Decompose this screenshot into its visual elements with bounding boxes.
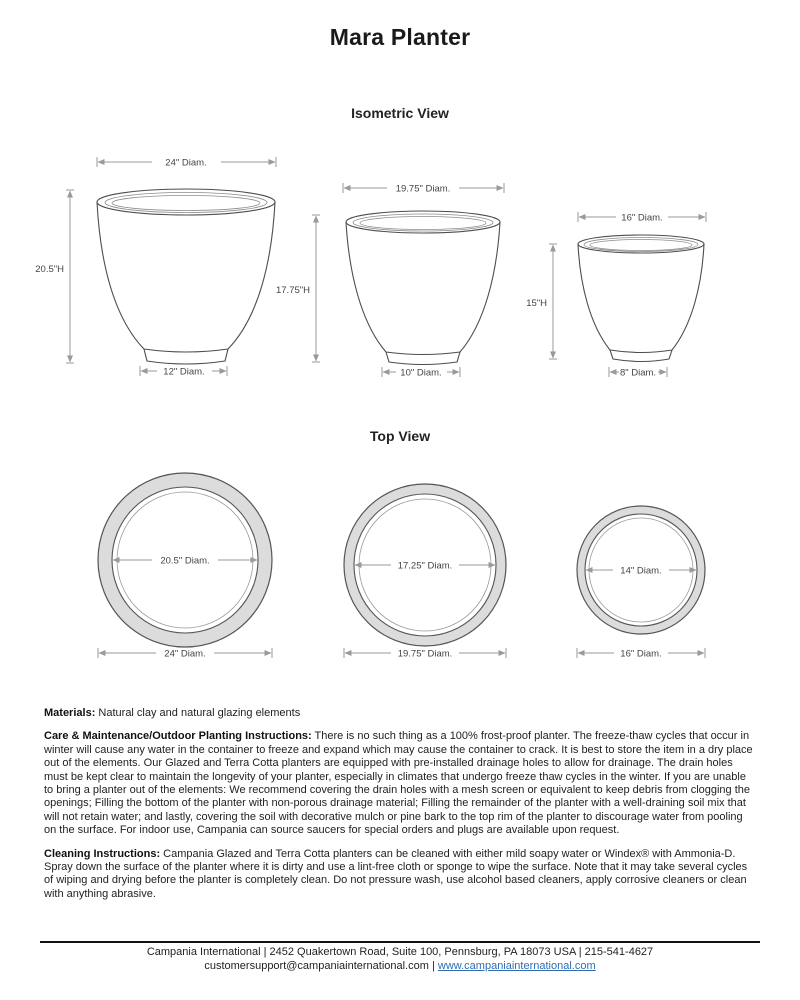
dimension-label-inner-diam: 20.5" Diam. [160, 555, 210, 567]
dimension-label-top-diam: 19.75" Diam. [395, 183, 451, 195]
dimension-label-bottom-diam: 12" Diam. [163, 366, 205, 378]
materials-text: Natural clay and natural glazing elements [95, 707, 301, 719]
instructions-text-block [44, 707, 756, 911]
footer-email: customersupport@campaniainternational.com [204, 959, 429, 972]
dimension-label-outer-diam: 24" Diam. [164, 648, 206, 660]
dimension-label-top-diam: 16" Diam. [621, 212, 663, 224]
dimension-label-inner-diam: 17.25" Diam. [397, 560, 453, 572]
materials-label: Materials: [44, 707, 96, 719]
isometric-view-heading: Isometric View [351, 105, 449, 121]
care-label: Care & Maintenance/Outdoor Planting Instructions: [44, 730, 312, 743]
footer [0, 946, 800, 973]
dimension-label-height: 20.5"H [35, 264, 64, 275]
cleaning-label: Cleaning Instructions: [44, 847, 161, 860]
dimension-label-top-diam: 24" Diam. [165, 157, 207, 169]
top-view-heading: Top View [369, 428, 431, 444]
planter-medium-drawing [276, 183, 504, 379]
care-text: There is no such thing as a 100% frost-proof planter. The freeze-thaw cycles that occur in winter will cause any water in the container to freeze and expand which may cause the container to crack. It is best to store the item in a dry place out of the elements. Our Glazed and Terra Cotta planters are equipped with pre-installed drainage holes to allow for drainage. The drain holes must be kept clear to maintain the longevity of your planter, especially in climates that undergo freeze thaw cycles in the winter. If you are unable to bring a planter out of the elements: We recommend covering the drain holes with a mesh screen or equivalent to keep debris from clogging the openings; Filling the bottom of the planter with non-porous drainage material; Filling the remainder of the planter with a well-draining soil mix that will not retain water; and lastly, covering the soil with decorative mulch or pine bark to the top rim of the planter to discourage water from pooling on the surface. For indoor use, Campania can source saucers for special orders and plugs are available upon request. [44, 730, 753, 837]
isometric-view-drawing [0, 145, 800, 387]
dimension-label-bottom-diam: 8" Diam. [619, 367, 657, 379]
cleaning-text: Campania Glazed and Terra Cotta planters can be cleaned with either mild soapy water or Windex® with Ammonia-D. Spray down the surface of the planter where it is dirty and use a lint-free cloth or sponge to wipe the surface. Note that it may take several cycles of wiping and drying before the planter is completely clean. Do not pressure wash, use alcohol based cleaners, apply corrosive cleaners or clean with anything abrasive. [44, 847, 748, 900]
planter-small-drawing [526, 212, 706, 379]
dimension-label-outer-diam: 16" Diam. [620, 648, 662, 660]
page-title: Mara Planter [329, 24, 471, 50]
dimension-label-height: 17.75"H [275, 285, 310, 296]
dimension-label-outer-diam: 19.75" Diam. [397, 648, 453, 660]
footer-contact-line [0, 960, 800, 974]
top-view-circle-medium [344, 484, 506, 660]
top-view-circle-small [577, 506, 705, 660]
cleaning-paragraph [44, 848, 756, 902]
footer-separator: | [428, 959, 438, 972]
planter-large-drawing [35, 157, 276, 378]
footer-website-link[interactable]: www.campaniainternational.com [437, 959, 596, 972]
dimension-label-height: 15"H [526, 298, 547, 309]
footer-divider [40, 941, 760, 943]
top-view-drawing [0, 455, 800, 667]
footer-address-line: Campania International | 2452 Quakertown Road, Suite 100, Pennsburg, PA 18073 USA | 215-541-4627 [146, 946, 654, 958]
materials-paragraph [44, 707, 756, 720]
dimension-label-bottom-diam: 10" Diam. [400, 367, 442, 379]
top-view-circle-large [98, 473, 272, 660]
dimension-label-inner-diam: 14" Diam. [620, 565, 662, 577]
care-paragraph [44, 730, 756, 837]
